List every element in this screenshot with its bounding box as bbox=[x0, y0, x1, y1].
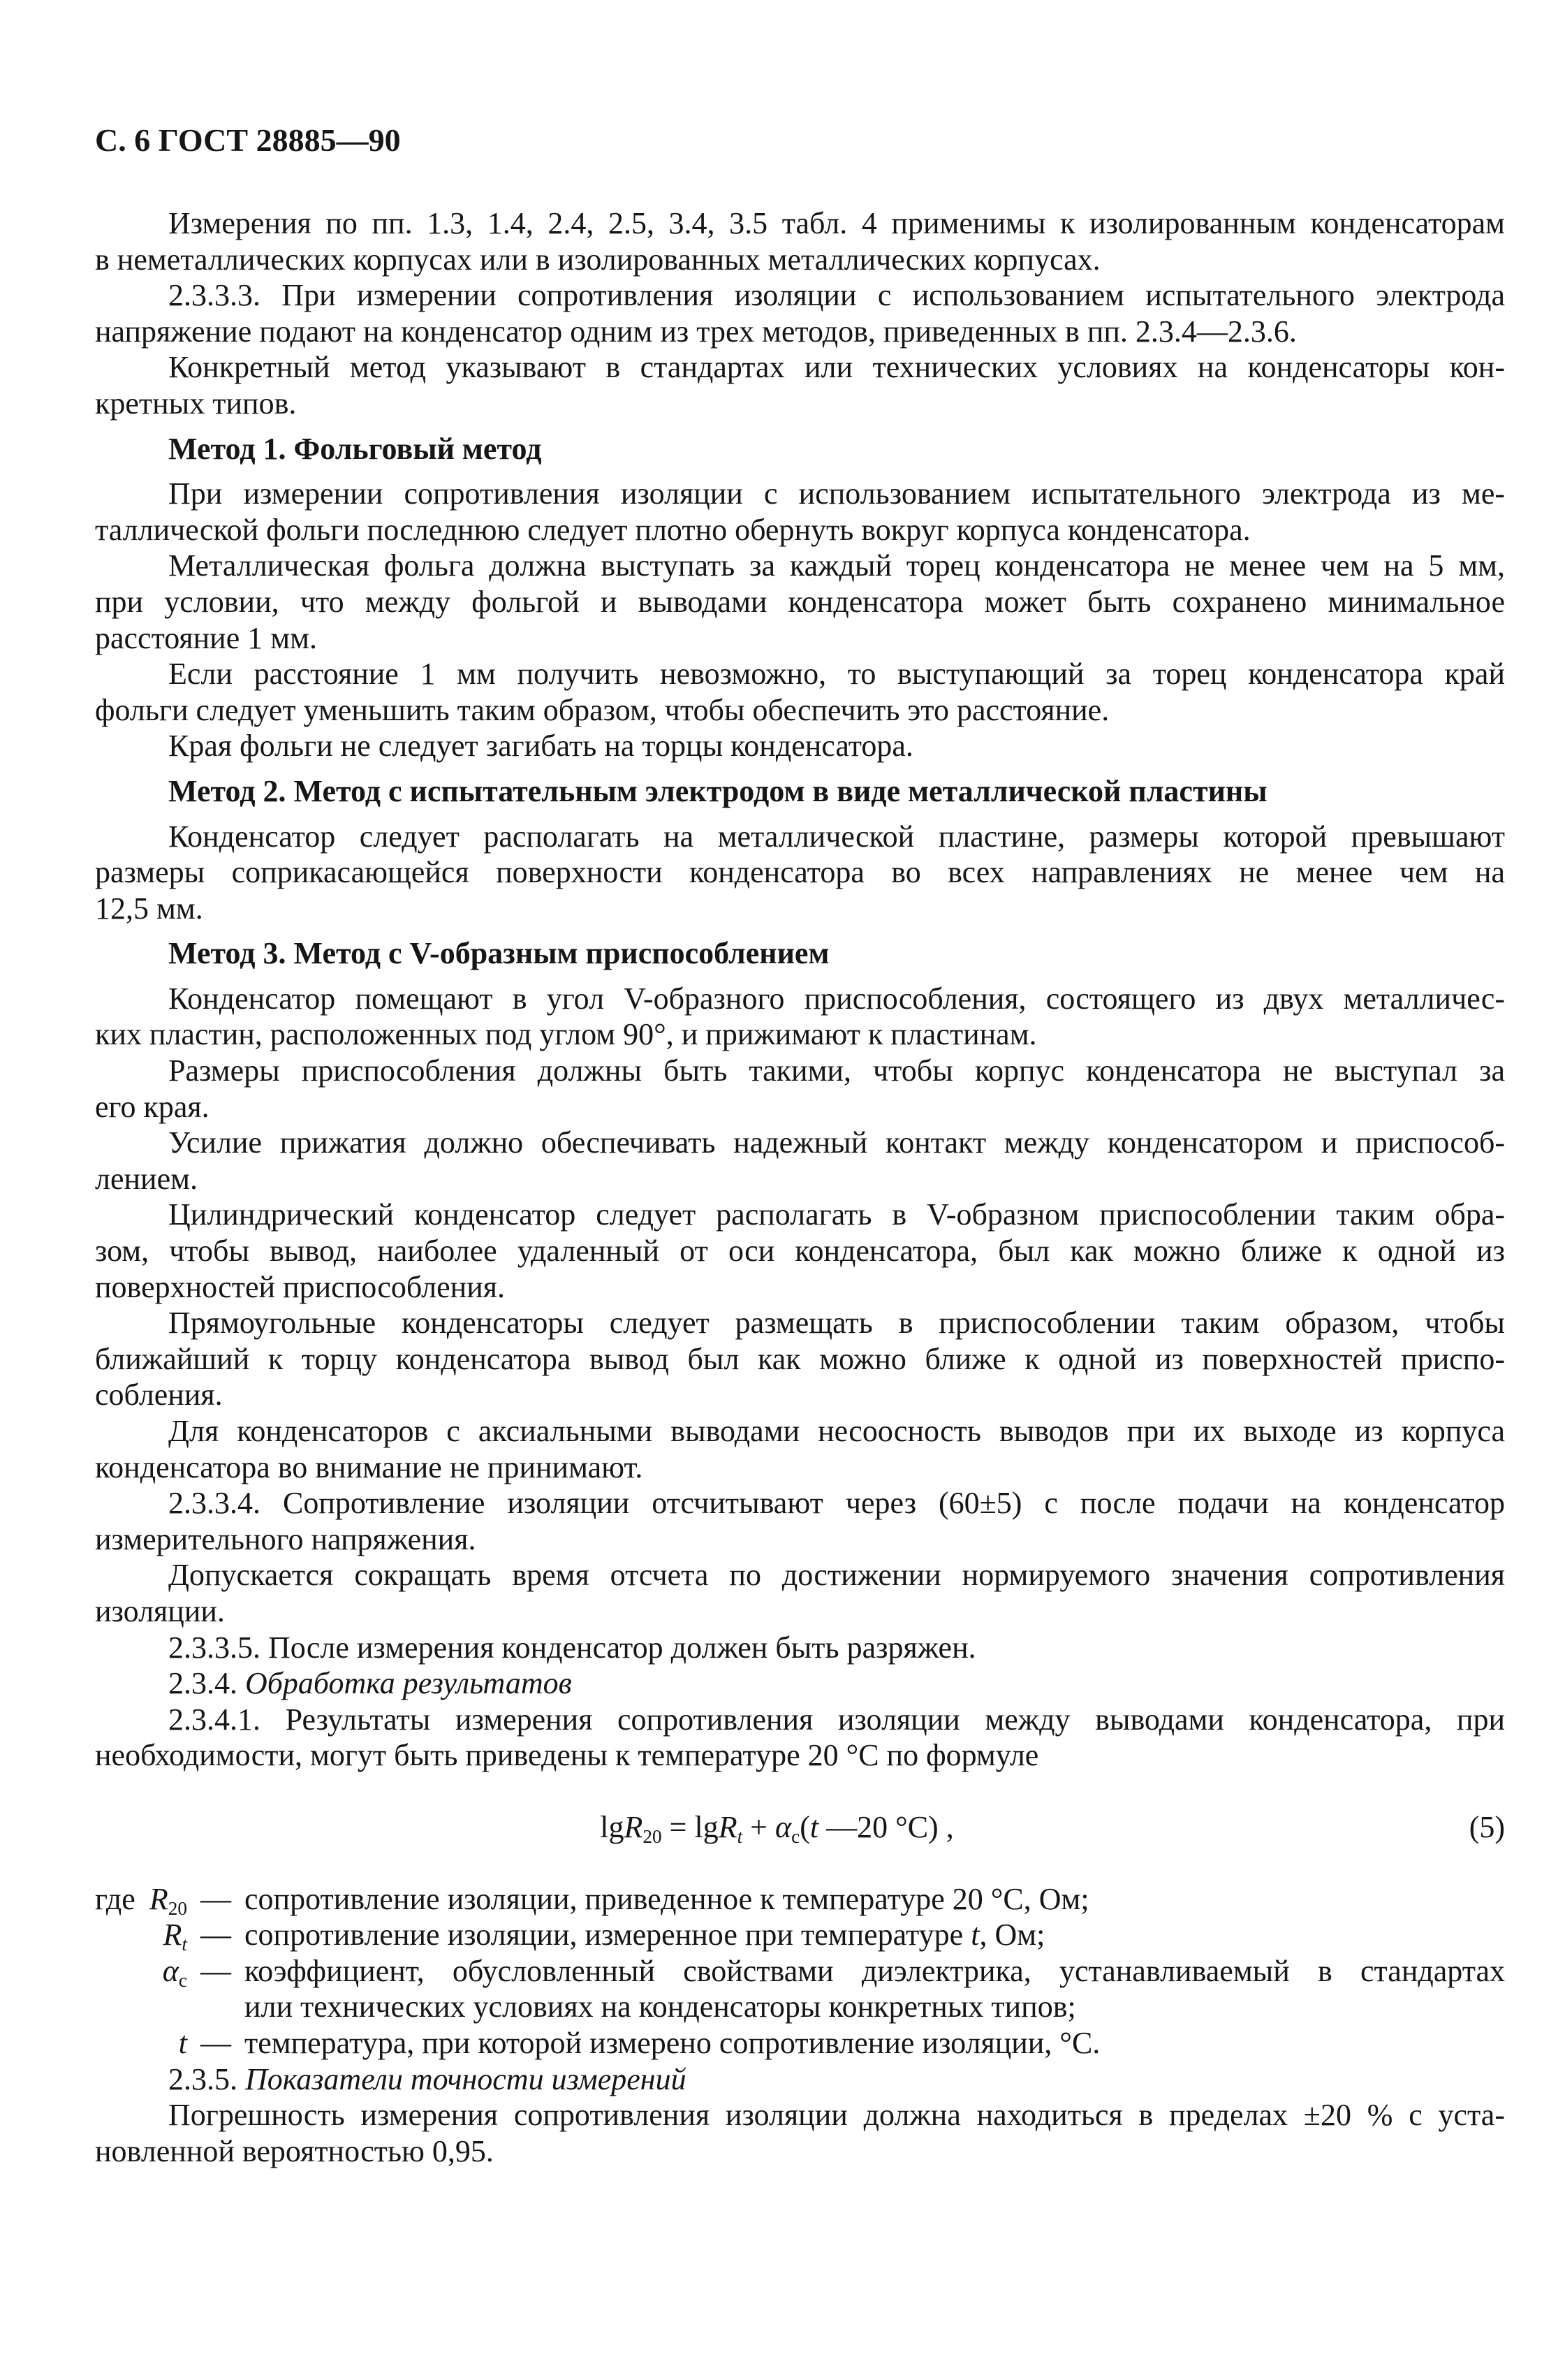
symbol-rt bbox=[140, 1917, 187, 1953]
paragraph bbox=[95, 981, 1505, 1053]
formula-alpha: α bbox=[775, 1809, 792, 1844]
text-line: Метод 2. Метод с испытательным электродом в виде металлической пластины bbox=[168, 773, 1268, 808]
definition-lead-empty bbox=[95, 2025, 140, 2061]
symbol-alpha-c bbox=[140, 1953, 187, 2025]
text-run: 2.3.4. bbox=[168, 1666, 245, 1701]
text-line: расстояние 1 мм. bbox=[95, 620, 317, 655]
symbol-letter: t bbox=[178, 2025, 187, 2060]
page-content bbox=[95, 205, 1505, 2169]
definition-row bbox=[95, 1953, 1505, 2025]
text-line: 12,5 мм. bbox=[95, 891, 203, 926]
definition-lead-empty bbox=[95, 1917, 140, 1953]
text-line: 2.3.3.5. После измерения конденсатор должен быть разряжен. bbox=[168, 1630, 976, 1665]
definition-text bbox=[244, 1917, 1505, 1953]
text-line: таллической фольги последнюю следует плотно обернуть вокруг корпуса конденсатора. bbox=[95, 512, 1251, 547]
text-line: необходимости, могут быть приведены к температуре 20 °С по формуле bbox=[95, 1738, 1039, 1773]
formula-subscript: t bbox=[737, 1826, 743, 1848]
definition-text bbox=[244, 2025, 1505, 2061]
section-heading bbox=[95, 431, 1505, 467]
symbol-letter: R bbox=[163, 1918, 182, 1952]
paragraph bbox=[95, 656, 1505, 728]
text-line: напряжение подают на конденсатор одним из трех методов, приведенных в пп. 2.3.4—2.3.6. bbox=[95, 314, 1297, 349]
paragraph bbox=[95, 2061, 1505, 2098]
text-line: измерительного напряжения. bbox=[95, 1521, 476, 1556]
definition-dash: — bbox=[200, 1918, 231, 1952]
symbol-t bbox=[140, 2025, 187, 2061]
formula-paren: ( bbox=[800, 1809, 810, 1844]
text-line: лением. bbox=[95, 1161, 198, 1196]
definition-text bbox=[244, 1953, 1505, 2025]
formula-subscript: c bbox=[791, 1826, 800, 1848]
definition-lead-empty bbox=[95, 1953, 140, 2025]
section-heading bbox=[95, 935, 1505, 972]
paragraph bbox=[95, 1665, 1505, 1702]
text-line: Для конденсаторов с аксиальными выводами несоосность выводов при их выходе из корпуса bbox=[168, 1414, 1505, 1448]
body-text-top bbox=[95, 205, 1505, 1774]
text-line: ближайший к торцу конденсатора вывод был как можно ближе к одной из поверхностей приспо- bbox=[95, 1341, 1505, 1376]
text-line bbox=[244, 1917, 1505, 1953]
paragraph bbox=[95, 205, 1505, 277]
text-line: его края. bbox=[95, 1089, 210, 1124]
text-line: Размеры приспособления должны быть такими, чтобы корпус конденсатора не выступал за bbox=[168, 1053, 1505, 1088]
text-line: Метод 1. Фольговый метод bbox=[168, 431, 542, 466]
formula-tail: —20 °C) , bbox=[818, 1809, 954, 1844]
formula-subscript: 20 bbox=[642, 1826, 662, 1848]
text-line: Цилиндрический конденсатор следует располагать в V-образном приспособлении таким обра- bbox=[168, 1197, 1505, 1232]
text-line: при условии, что между фольгой и выводами конденсатора может быть сохранено минимальное bbox=[95, 584, 1505, 619]
text-line: Конденсатор помещают в угол V-образного приспособления, состоящего из двух металличес- bbox=[168, 981, 1505, 1016]
text-line: Погрешность измерения сопротивления изоляции должна находиться в пределах ±20 % с уста- bbox=[168, 2098, 1505, 2133]
text-line: 2.3.4.1. Результаты измерения сопротивления изоляции между выводами конденсатора, при bbox=[168, 1702, 1505, 1737]
paragraph bbox=[95, 349, 1505, 421]
text-line: 2.3.3.3. При измерении сопротивления изоляции с использованием испытательного электрода bbox=[168, 278, 1505, 313]
text-line: размеры соприкасающейся поверхности конденсатора во всех направлениях не менее чем на bbox=[95, 855, 1505, 890]
text-line: в неметаллических корпусах или в изолированных металлических корпусах. bbox=[95, 242, 1101, 277]
symbol-letter: α bbox=[162, 1953, 179, 1988]
paragraph bbox=[95, 1485, 1505, 1557]
text-run: , Ом; bbox=[979, 1918, 1045, 1952]
text-line: сопротивление изоляции, приведенное к температуре 20 °С, Ом; bbox=[244, 1881, 1089, 1916]
text-line: Металлическая фольга должна выступать за каждый торец конденсатора не менее чем на 5 мм, bbox=[168, 548, 1505, 583]
definition-lead: где bbox=[95, 1881, 135, 1916]
formula-plus: + bbox=[742, 1809, 775, 1844]
symbol-letter: R bbox=[149, 1881, 168, 1916]
definition-dash: — bbox=[200, 2025, 231, 2060]
paragraph bbox=[95, 1630, 1505, 1666]
paragraph bbox=[95, 1125, 1505, 1197]
symbol-subscript: t bbox=[182, 1934, 187, 1955]
text-line: Конкретный метод указывают в стандартах или технических условиях на конденсаторы кон- bbox=[168, 350, 1505, 385]
text-line: Прямоугольные конденсаторы следует размещать в приспособлении таким образом, чтобы bbox=[168, 1306, 1505, 1341]
symbol-subscript: 20 bbox=[168, 1897, 187, 1919]
italic-text: Обработка результатов bbox=[245, 1666, 572, 1701]
text-line: Метод 3. Метод с V-образным приспособлением bbox=[168, 936, 830, 971]
body-text-bottom bbox=[95, 2061, 1505, 2170]
text-line: Конденсатор следует располагать на металлической пластине, размеры которой превышают bbox=[168, 819, 1505, 854]
text-line: ких пластин, расположенных под углом 90°, и прижимают к пластинам. bbox=[95, 1017, 1037, 1052]
text-line: Измерения по пп. 1.3, 1.4, 2.4, 2.5, 3.4, 3.5 табл. 4 применимы к изолированным конденсаторам bbox=[168, 206, 1505, 240]
section-heading bbox=[95, 773, 1505, 810]
text-line: собления. bbox=[95, 1378, 223, 1412]
text-line: Края фольги не следует загибать на торцы конденсатора. bbox=[168, 729, 913, 764]
text-line: конденсатора во внимание не принимают. bbox=[95, 1450, 643, 1484]
paragraph bbox=[95, 1557, 1505, 1629]
text-line: фольги следует уменьшить таким образом, чтобы обеспечить это расстояние. bbox=[95, 692, 1110, 727]
text-line bbox=[95, 1665, 1505, 1702]
paragraph bbox=[95, 2097, 1505, 2169]
paragraph bbox=[95, 1305, 1505, 1413]
page-header: С. 6 ГОСТ 28885—90 bbox=[95, 122, 401, 158]
text-run: сопротивление изоляции, измеренное при температуре bbox=[244, 1918, 971, 1952]
text-line: кретных типов. bbox=[95, 386, 297, 421]
definition-dash: — bbox=[200, 1953, 231, 1988]
symbol-subscript: c bbox=[178, 1969, 187, 1991]
text-line: температура, при которой измерено сопротивление изоляции, °С. bbox=[244, 2025, 1101, 2060]
formula-5 bbox=[95, 1809, 1505, 1846]
symbol-r20 bbox=[140, 1881, 187, 1918]
symbol-definitions bbox=[95, 1881, 1505, 2061]
text-run: 2.3.5. bbox=[168, 2061, 245, 2096]
text-line: зом, чтобы вывод, наиболее удаленный от оси конденсатора, был как можно ближе к одной из bbox=[95, 1234, 1505, 1269]
formula-var-t: t bbox=[809, 1809, 819, 1844]
italic-text: Показатели точности измерений bbox=[245, 2061, 686, 2096]
paragraph bbox=[95, 1413, 1505, 1485]
paragraph bbox=[95, 476, 1505, 548]
text-line: или технических условиях на конденсаторы конкретных типов; bbox=[244, 1990, 1076, 2024]
text-line bbox=[95, 2061, 1505, 2098]
paragraph bbox=[95, 1702, 1505, 1774]
italic-text: t bbox=[971, 1918, 980, 1952]
text-line: Если расстояние 1 мм получить невозможно, то выступающий за торец конденсатора край bbox=[168, 657, 1505, 692]
text-line: 2.3.3.4. Сопротивление изоляции отсчитывают через (60±5) с после подачи на конденсатор bbox=[168, 1486, 1505, 1521]
paragraph bbox=[95, 1053, 1505, 1125]
formula-lg: lg bbox=[600, 1809, 624, 1844]
definition-row bbox=[95, 1917, 1505, 1953]
text-line: новленной вероятностью 0,95. bbox=[95, 2133, 494, 2168]
text-line: Допускается сокращать время отсчета по достижении нормируемого значения сопротивления bbox=[168, 1558, 1505, 1593]
paragraph bbox=[95, 728, 1505, 764]
paragraph bbox=[95, 1197, 1505, 1305]
definition-text bbox=[244, 1881, 1505, 1918]
formula-number: (5) bbox=[1469, 1809, 1505, 1844]
paragraph bbox=[95, 548, 1505, 656]
text-line: поверхностей приспособления. bbox=[95, 1269, 505, 1304]
text-line: Усилие прижатия должно обеспечивать надежный контакт между конденсатором и приспособ- bbox=[168, 1125, 1505, 1160]
definition-dash: — bbox=[200, 1881, 231, 1916]
paragraph bbox=[95, 819, 1505, 927]
paragraph bbox=[95, 277, 1505, 349]
formula-var-r: R bbox=[624, 1809, 643, 1844]
text-line: При измерении сопротивления изоляции с использованием испытательного электрода из ме- bbox=[168, 476, 1505, 511]
definition-row bbox=[95, 1881, 1505, 1918]
definition-row bbox=[95, 2025, 1505, 2061]
formula-equals: = lg bbox=[661, 1809, 719, 1844]
text-line: коэффициент, обусловленный свойствами диэлектрика, устанавливаемый в стандартах bbox=[244, 1953, 1505, 1988]
text-line: изоляции. bbox=[95, 1593, 225, 1628]
formula-expression bbox=[600, 1809, 954, 1848]
formula-var-r: R bbox=[718, 1809, 737, 1844]
